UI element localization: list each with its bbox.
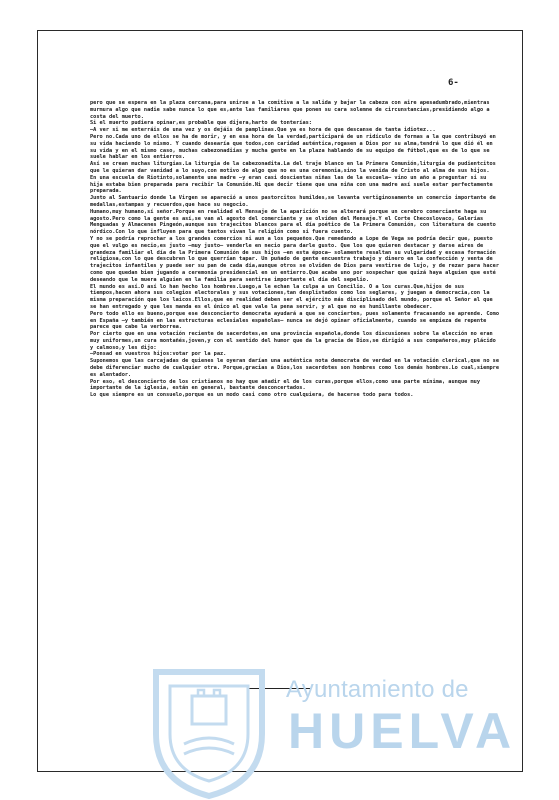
paragraph-14: Suponemos que las carcajadas de quienes le oyeran darían una auténtica nota democrata de verdad en la votación clerical,que no se debe diferenciar mucho de cualquier otra. Porque,gracias a Dios,los sacerdotes son hombres como los demás hombres.Lo cual,siempre es alentador.	[90, 358, 500, 378]
closing-rule	[248, 688, 310, 689]
paragraph-5: Así se crean muchas liturgias.La liturgia de la cabezonadita.La del traje blanco en la Primera Comunión,liturgia de pudientcitos que le quieran dar vanidad a lo suyo,con motivo de algo que no es una ceremonia,sino la venida de Cristo al alma de sus hijos.	[90, 161, 496, 174]
paragraph-8: Humano,muy humano,sí señor.Porque en realidad el Mensaje de la aparición no se alterará porque un cerebro comerciante haga su agosto.Pero como la gente es así,se van al agosto del comerciante y se olviden del Mensaje.Y el Corte Checoslovaco, Galerías Menguadas y Almacenes Pingeón,aunque sus trajecitos blancos para el día poético de la Primera Comunión, con literatura de cuento nórdico.Con lo que influyen para que tantos vivan la religión como si fuera cuento.	[90, 208, 496, 236]
page-number: 6-	[448, 78, 459, 88]
watermark-line-2: HUELVA	[288, 703, 517, 759]
paragraph-11: Pero todo ello es bueno,porque ese desconcierto democrata ayudará a que se concierten, pues solamente fracasando se aprende. Como en España —y también en las estructuras eclesiales españolas— nunca se dejó opinar oficialmente, cuando se empieza de repente parece que cabe la verborrea.	[90, 310, 500, 331]
paragraph-10: El mundo es así.O así lo han hecho los hombres.Luego,a le echan la culpa a un Concilio. O a los curas.Que,hijos de sus tiempos,hacen ahora sus colegios electorales y sus votaciones,tan desplistados como los seglares, y juegan a democracia,con la misma preparación que los laicos.Ellos,que en realidad deben ser el ejército más disciplinado del mundo, porque el Señor al que se han entregado y que les manda es el único al que vale la pena servir, y al que no es humillante obedecer.	[90, 283, 493, 310]
paragraph-4: Pero no.Cada uno de ellos se ha de morir, y en esa hora de la verdad,participará de un ridículo de formas a la que contribuyó en su vida haciendo lo mismo. Y cuando desearía que todos,con caridad auténtica,rogasen a Dios por su alma,tendrá lo que dió él en su vida y en el mismo caso, muchas cabezonadiías y mucha gente en la plaza hablando de su equipo de fútbol,que es de lo que se suele hablar en los entierros.	[90, 133, 496, 161]
paragraph-2: Si el muerto pudiera opinar,es probable que dijera,harto de tonterías:	[90, 120, 312, 127]
paragraph-3: —A ver si me enterráis de una vez y os dejáis de pamplinas.Que ya es hora de que descanse de tanta idiotez...	[90, 127, 436, 134]
paragraph-7: Junto al Santuario donde la Virgen se apareció a unos pastorcitos humildes,se levanta vertiginosamente un comercio importante de medallas,estampas y recuerdos,que hace su negocio.	[90, 195, 496, 208]
watermark-line-1: Ayuntamiento de	[286, 676, 469, 703]
paragraph-12: Por cierto que en una votación reciente de sacerdotes,en una provincia española,donde los discusiones sobre la elección no eran muy uniformes,un cura montañés,joven,y con el sentido del humor que da la gracia de Dios,se dirigió a sus compañeros,muy plácido y calmoso,y les dijo:	[90, 331, 496, 351]
paragraph-15: Por eso, el desconcierto de los cristianos no hay que añadir el de los curas,porque ellos,como una parte mínima, aunque muy importante de la iglesia, están en general, bastante desconcertados.	[90, 378, 481, 392]
paragraph-9: Y no se podría reprochar a los grandes comercios ni aun a los pequeños.Que remedando a Lope de Vega se podría decir que, puesto que el vulgo es necio,es justo —muy justo— venderle en necio para darle gusto. Que los que quieren destacar y darse aires de grandeza familiar el día de la Primera Comunión de sus hijos —en esta época— solamente resaltan su vulgaridad y escasa formación religiosa,con lo que descubren lo que querrían tapar. Un puñado de gente encuentra trabajo y dinero en la confección y venta de trajecitos infantiles y puede ser su pan de cada día,aunque otros se olviden de Dios para vestirse de lujo, y de rezar para hacer como que quedan bien jugando a ceremonia presidencial en un entierro.Que acabe uno por sospechar que quizá haya alguien que esté deseando que le muera alguien en la familia para sentirse importante el día del sepelio.	[90, 235, 500, 283]
typewritten-body	[90, 100, 502, 399]
paragraph-13: —Ponsad en vuestros hijos:votar por la paz.	[90, 351, 227, 358]
paragraph-6: En una escuela de Riotinto,solamente una madre —y eran casi doscientas niñas las de la escuela— vino un año a preguntar si su hija estaba bien preparada para recibir la Comunión.Ni que decir tiene que una niña con una madre así suele estar perfectamente preparada.	[90, 174, 493, 195]
paragraph-16: Lo que siempre es un consuelo,porque es un modo casi como otro cualquiera, de hacerse todo para todos.	[90, 392, 414, 399]
paragraph-1: pero que se espera en la plaza cercana,para unirse a la comitiva a la salida y bajar la cabeza con aire apesadumbrado,mientras murmura algo que nadie sabe nunca lo que es,ante las familiares que ponen su cara solemne de circunstancias,presidiendo algo a costa del muerto.	[90, 100, 490, 120]
